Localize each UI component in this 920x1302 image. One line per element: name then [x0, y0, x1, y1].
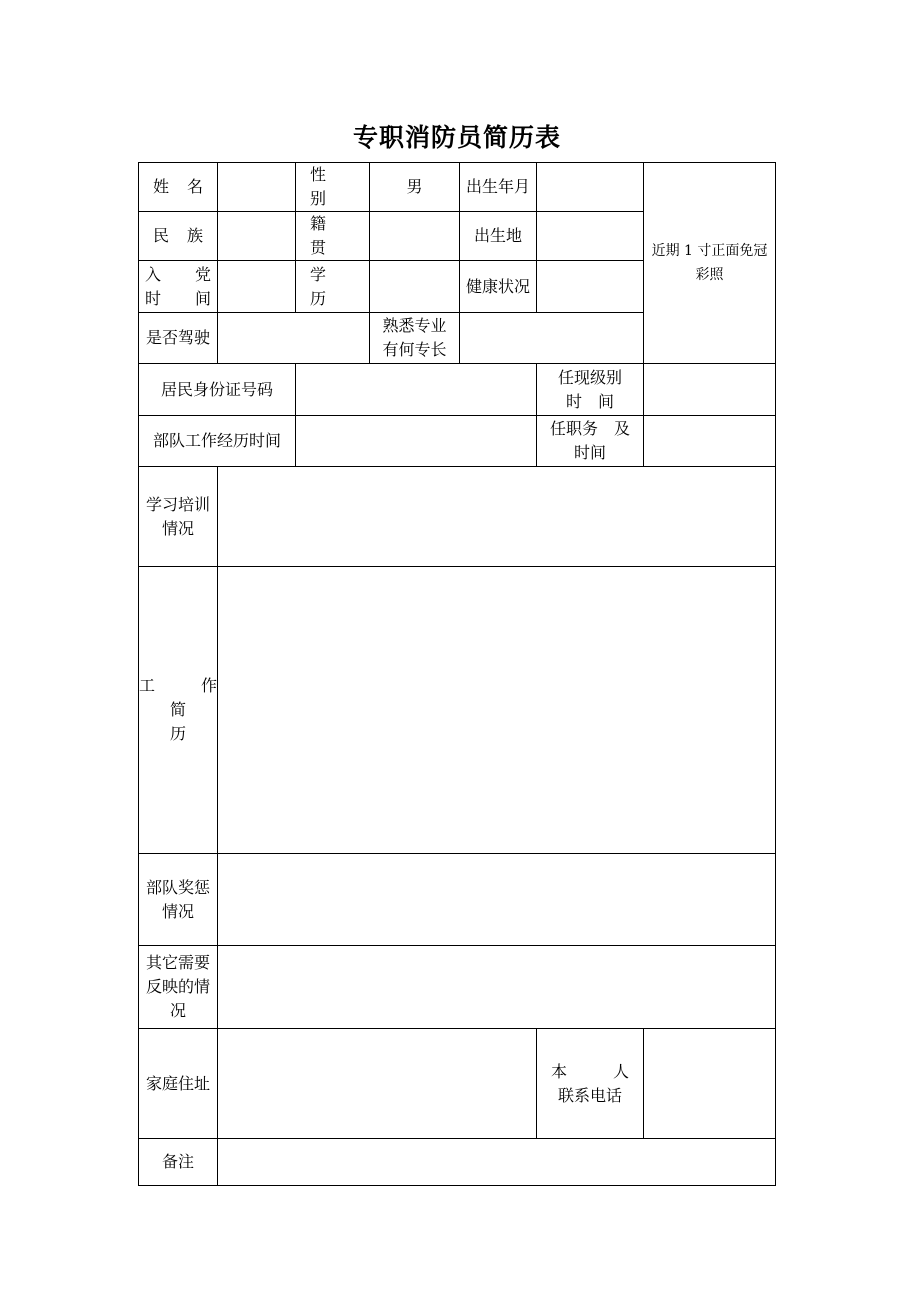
health-field[interactable] — [537, 261, 644, 313]
awards-label-line2: 情况 — [161, 901, 194, 921]
specialty-field[interactable] — [460, 313, 644, 364]
specialty-label-line1: 熟悉专业 — [382, 316, 447, 335]
photo-hint-line2: 彩照 — [695, 267, 724, 283]
birthplace-label: 出生地 — [460, 212, 537, 261]
ethnic-label: 民 族 — [139, 212, 218, 261]
name-field[interactable] — [218, 163, 296, 212]
phone-label — [537, 1029, 644, 1139]
work-resume-label-line1: 工 作 — [139, 676, 217, 695]
address-field[interactable] — [218, 1029, 537, 1139]
work-resume-label-line3: 历 — [169, 724, 186, 743]
birth-date-field[interactable] — [537, 163, 644, 212]
party-date-label-line1: 入 党 — [145, 264, 211, 284]
work-resume-label — [139, 567, 218, 854]
other-info-label-line1: 其它需要 — [145, 953, 210, 972]
phone-label-line1: 本 人 — [551, 1061, 629, 1081]
photo-box[interactable] — [644, 163, 776, 364]
id-number-field[interactable] — [296, 364, 537, 416]
training-label-line1: 学习培训 — [145, 494, 210, 514]
native-place-field[interactable] — [370, 212, 460, 261]
specialty-label-line2: 有何专长 — [382, 340, 447, 359]
rank-date-field[interactable] — [644, 364, 776, 416]
form-title: 专职消防员简历表 — [352, 123, 561, 152]
rank-date-label-line2: 时 间 — [565, 391, 614, 411]
work-resume-field[interactable] — [218, 567, 776, 854]
education-field[interactable] — [370, 261, 460, 313]
education-label: 学 历 — [296, 261, 370, 313]
birthplace-field[interactable] — [537, 212, 644, 261]
driving-field[interactable] — [218, 313, 370, 364]
other-info-label-line3: 况 — [169, 1001, 186, 1020]
post-date-label — [537, 416, 644, 467]
army-experience-label: 部队工作经历时间 — [139, 416, 296, 467]
ethnic-field[interactable] — [218, 212, 296, 261]
specialty-label — [370, 313, 460, 364]
birth-date-label: 出生年月 — [460, 163, 537, 212]
training-label-line2: 情况 — [161, 518, 194, 538]
remarks-label: 备注 — [139, 1139, 218, 1186]
post-date-label-line1: 任职务 及 — [549, 419, 630, 438]
party-date-field[interactable] — [218, 261, 296, 313]
work-resume-label-line2: 简 — [169, 700, 186, 719]
other-info-label-line2: 反映的情 — [145, 977, 210, 996]
other-info-label — [139, 946, 218, 1029]
other-info-field[interactable] — [218, 946, 776, 1029]
awards-label-line1: 部队奖惩 — [145, 877, 210, 897]
resume-form-table — [138, 162, 776, 1186]
rank-date-label — [537, 364, 644, 416]
photo-hint-line1: 近期 1 寸正面免冠 — [651, 243, 768, 259]
training-label — [139, 467, 218, 567]
name-label: 姓 名 — [139, 163, 218, 212]
address-label: 家庭住址 — [139, 1029, 218, 1139]
awards-label — [139, 854, 218, 946]
gender-label: 性 别 — [296, 163, 370, 212]
post-date-label-line2: 时间 — [573, 443, 606, 462]
awards-field[interactable] — [218, 854, 776, 946]
remarks-field[interactable] — [218, 1139, 776, 1186]
post-date-field[interactable] — [644, 416, 776, 467]
party-date-label-line2: 时 间 — [145, 288, 211, 308]
phone-label-line2: 联系电话 — [557, 1085, 622, 1105]
health-label: 健康状况 — [460, 261, 537, 313]
party-date-label — [139, 261, 218, 313]
driving-label: 是否驾驶 — [139, 313, 218, 364]
id-number-label: 居民身份证号码 — [139, 364, 296, 416]
gender-field[interactable]: 男 — [370, 163, 460, 212]
army-experience-field[interactable] — [296, 416, 537, 467]
rank-date-label-line1: 任现级别 — [557, 367, 622, 387]
native-place-label: 籍 贯 — [296, 212, 370, 261]
phone-field[interactable] — [644, 1029, 776, 1139]
training-field[interactable] — [218, 467, 776, 567]
